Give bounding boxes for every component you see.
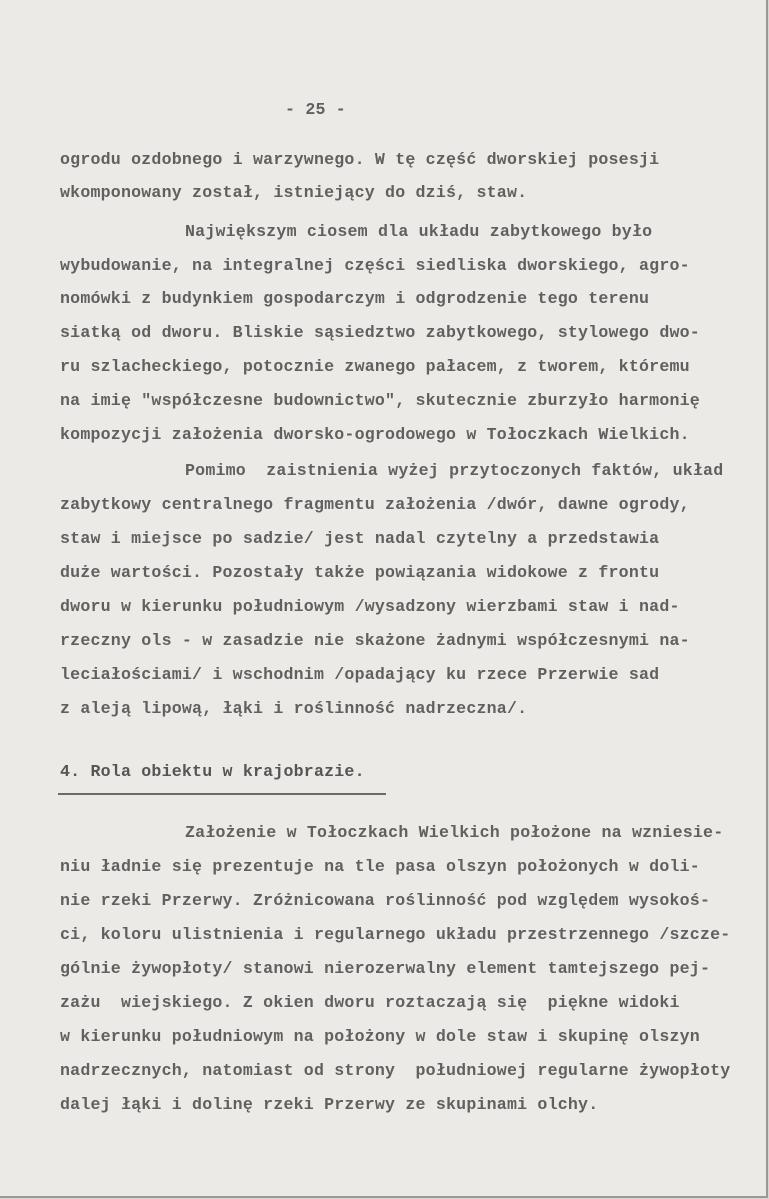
text-line: Założenie w Tołoczkach Wielkich położone na wzniesie- (185, 823, 724, 842)
section-heading: 4. Rola obiektu w krajobrazie. (60, 762, 365, 781)
text-line: rzeczny ols - w zasadzie nie skażone żadnymi współczesnymi na- (60, 631, 690, 650)
text-line: kompozycji założenia dworsko-ogrodowego w Tołoczkach Wielkich. (60, 425, 690, 444)
text-line: nomówki z budynkiem gospodarczym i odgrodzenie tego terenu (60, 289, 650, 308)
text-line: nie rzeki Przerwy. Zróżnicowana roślinność pod względem wysokoś- (60, 891, 711, 910)
heading-underline (58, 793, 386, 795)
text-line: ci, koloru ulistnienia i regularnego układu przestrzennego /szcze- (60, 925, 731, 944)
text-line: ru szlacheckiego, potocznie zwanego pałacem, z tworem, któremu (60, 357, 690, 376)
text-line: duże wartości. Pozostały także powiązania widokowe z frontu (60, 563, 660, 582)
text-line: dworu w kierunku południowym /wysadzony wierzbami staw i nad- (60, 597, 680, 616)
text-line: leciałościami/ i wschodnim /opadający ku rzece Przerwie sad (60, 665, 660, 684)
text-line: gólnie żywopłoty/ stanowi nierozerwalny element tamtejszego pej- (60, 959, 711, 978)
text-line: nadrzecznych, natomiast od strony południowej regularne żywopłoty (60, 1061, 731, 1080)
text-line: staw i miejsce po sadzie/ jest nadal czytelny a przedstawia (60, 529, 660, 548)
text-line: ogrodu ozdobnego i warzywnego. W tę część dworskiej posesji (60, 150, 660, 169)
page-number: - 25 - (285, 100, 346, 119)
text-line: zabytkowy centralnego fragmentu założenia /dwór, dawne ogrody, (60, 495, 690, 514)
text-line: niu ładnie się prezentuje na tle pasa olszyn położonych w doli- (60, 857, 700, 876)
text-line: w kierunku południowym na położony w dole staw i skupinę olszyn (60, 1027, 700, 1046)
text-line: wkomponowany został, istniejący do dziś, staw. (60, 183, 528, 202)
text-line: wybudowanie, na integralnej części siedliska dworskiego, agro- (60, 256, 690, 275)
text-line: dalej łąki i dolinę rzeki Przerwy ze skupinami olchy. (60, 1095, 599, 1114)
text-line: z aleją lipową, łąki i roślinność nadrzeczna/. (60, 699, 528, 718)
text-line: zażu wiejskiego. Z okien dworu roztaczają się piękne widoki (60, 993, 680, 1012)
text-line: na imię "współczesne budownictwo", skutecznie zburzyło harmonię (60, 391, 700, 410)
text-line: Największym ciosem dla układu zabytkowego było (185, 222, 653, 241)
text-line: siatką od dworu. Bliskie sąsiedztwo zabytkowego, stylowego dwo- (60, 323, 700, 342)
text-line: Pomimo zaistnienia wyżej przytoczonych faktów, układ (185, 461, 724, 480)
